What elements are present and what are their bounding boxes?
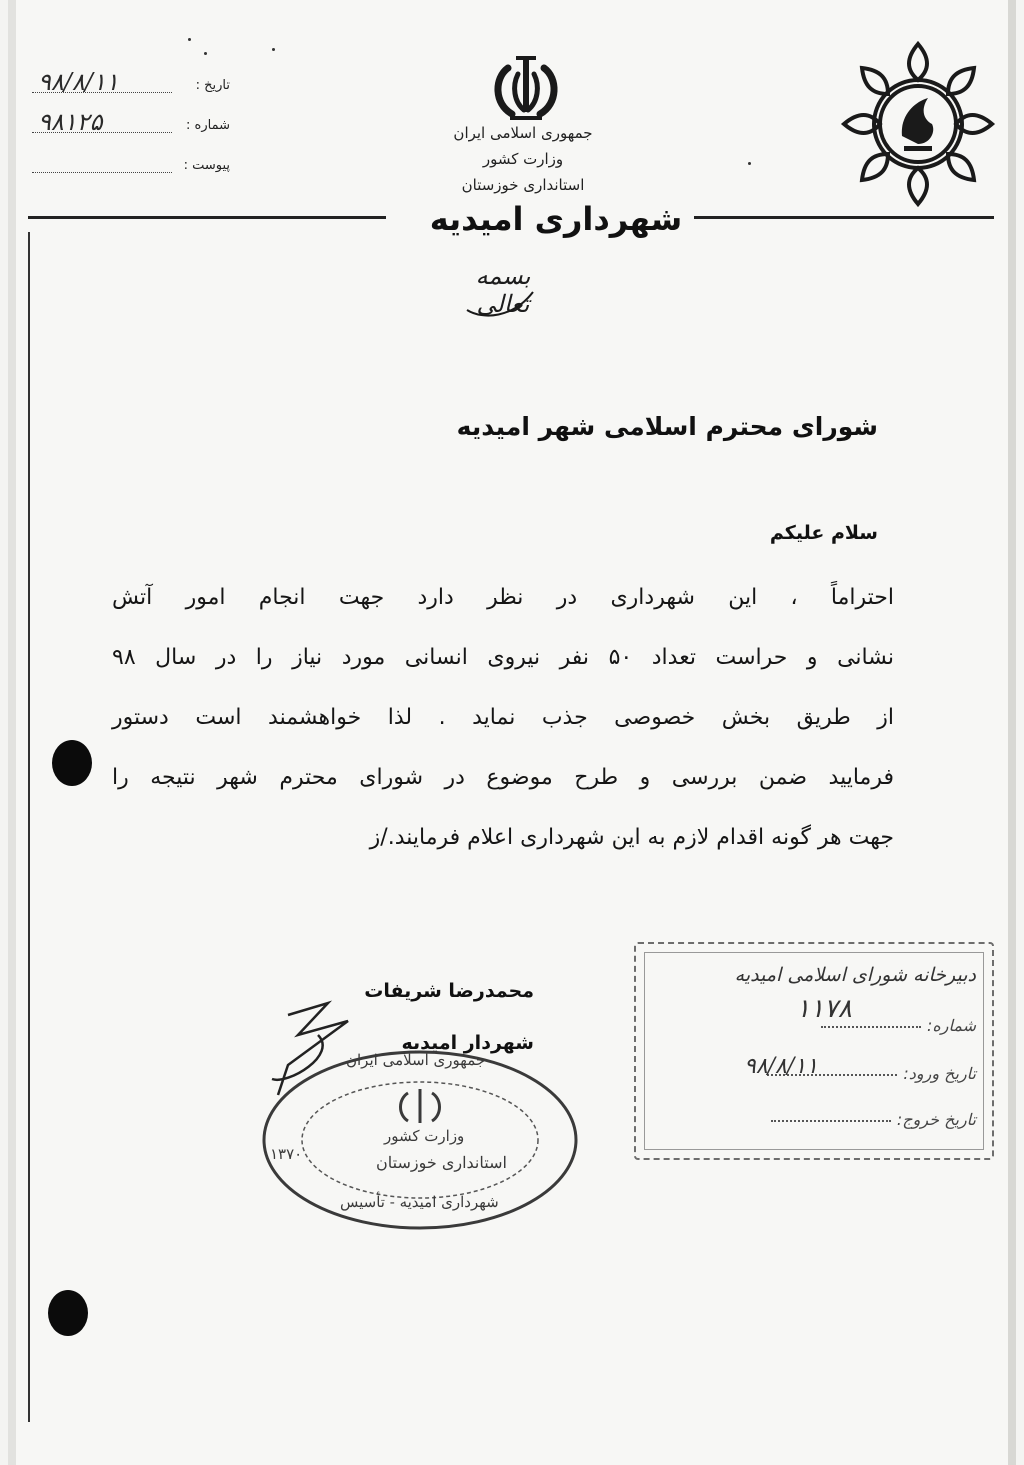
municipality-title: شهرداری امیدیه (429, 200, 683, 238)
page-left-edge (8, 0, 16, 1465)
seal-province: استانداری خوزستان (376, 1153, 507, 1172)
stamp-exit-row (771, 1110, 976, 1129)
body-line: از طریق بخش خصوصی جذب نماید . لذا خواهشمند است دستور (112, 705, 894, 730)
stamp-entry-value: ۹۸/۸/۱۱ (744, 1054, 818, 1079)
greeting: سلام علیکم (769, 522, 878, 544)
addressee: شورای محترم اسلامی شهر امیدیه (456, 412, 878, 441)
stamp-exit-label: تاریخ خروج: (896, 1110, 976, 1129)
title-rule-left (28, 216, 386, 219)
letterhead-ministry: وزارت کشور (482, 150, 564, 168)
signer-name: محمدرضا شریفات (364, 980, 534, 1002)
scan-speck (272, 48, 275, 51)
letterhead-province: استانداری خوزستان (461, 176, 585, 194)
attachment-label: پیوست : (183, 158, 230, 173)
punch-hole (48, 1290, 88, 1336)
seal-ministry: وزارت کشور (384, 1127, 465, 1145)
letter-body (112, 568, 894, 868)
signer-title: شهردار امیدیه (401, 1032, 534, 1054)
number-value: ۹۸۱۲۵ (38, 108, 103, 136)
letter-meta (32, 70, 242, 190)
municipality-logo-icon (840, 40, 996, 208)
besmellah: بسمه تعالی (475, 262, 531, 318)
date-value: ۹۸/۸/۱۱ (38, 68, 119, 96)
date-label: تاریخ : (195, 78, 230, 93)
scan-speck (204, 52, 207, 55)
stamp-title: دبیرخانه شورای اسلامی امیدیه (734, 964, 976, 986)
body-line: جهت هر گونه اقدام لازم به این شهرداری اعلام فرمایند./ز (369, 825, 894, 850)
iran-emblem-icon (486, 48, 566, 124)
letter-page (8, 0, 1016, 1465)
stamp-number-value: ۱۱۷۸ (796, 994, 852, 1024)
body-line: فرمایید ضمن بررسی و طرح موضوع در شورای محترم شهر نتیجه را (112, 765, 894, 790)
body-line: نشانی و حراست تعداد ۵۰ نفر نیروی انسانی مورد نیاز را در سال ۹۸ (112, 645, 894, 670)
besmellah-flourish (463, 280, 543, 320)
title-rule-right (694, 216, 994, 219)
council-receipt-stamp (634, 942, 994, 1160)
seal-bottom-text: شهرداری امیدیه - تأسیس (340, 1193, 499, 1211)
seal-top-text: جمهوری اسلامی ایران (346, 1051, 486, 1069)
punch-hole (52, 740, 92, 786)
attachment-row (32, 150, 242, 190)
number-label: شماره : (186, 118, 230, 133)
scan-speck (748, 162, 751, 165)
seal-year: ۱۳۷۰ (270, 1145, 303, 1163)
letterhead-lines (408, 120, 638, 198)
number-row (32, 110, 242, 150)
scan-speck (188, 38, 191, 41)
stamp-entry-label: تاریخ ورود: (903, 1064, 976, 1083)
letterhead-country: جمهوری اسلامی ایران (453, 124, 593, 142)
body-line: احتراماً ، این شهرداری در نظر دارد جهت انجام امور آتش (112, 585, 894, 610)
stamp-number-label: شماره: (926, 1016, 976, 1035)
official-seal (258, 1045, 582, 1235)
date-row (32, 70, 242, 110)
page-right-edge (1008, 0, 1016, 1465)
left-margin-rule (28, 232, 30, 1422)
